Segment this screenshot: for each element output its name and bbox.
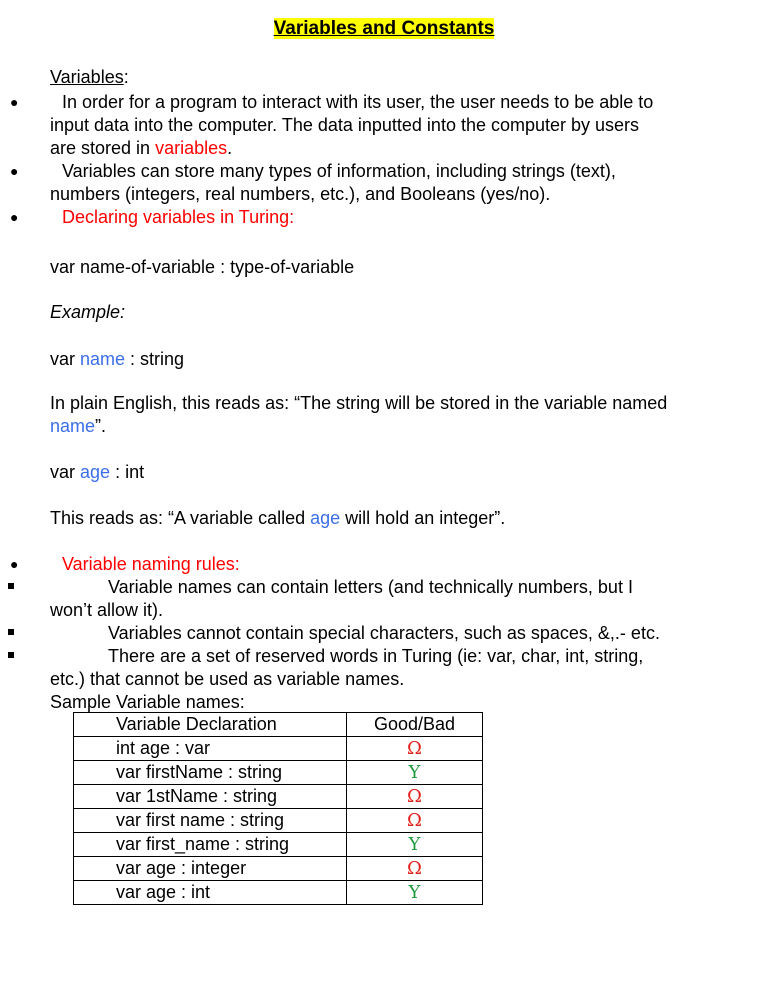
- square-bullet-icon: [8, 583, 14, 589]
- bullet-icon: ●: [10, 556, 19, 572]
- rule3-line2: etc.) that cannot be used as variable names.: [50, 669, 405, 689]
- variable-names-table: [73, 712, 483, 905]
- good-mark-icon: Y: [347, 833, 483, 857]
- bullet1-line1: In order for a program to interact with its user, the user needs to be able to: [62, 92, 654, 112]
- syntax-line: var name-of-variable : type-of-variable: [50, 257, 355, 277]
- rule2: Variables cannot contain special characters, such as spaces, &,.- etc.: [108, 623, 660, 643]
- bullet-icon: ●: [10, 163, 19, 179]
- decl-cell: var 1stName : string: [74, 785, 347, 809]
- bad-mark-icon: Ω: [347, 785, 483, 809]
- square-bullet-icon: [8, 652, 14, 658]
- plain-english-line2: name”.: [50, 416, 107, 436]
- decl-cell: var age : int: [74, 881, 347, 905]
- plain-english-age: This reads as: “A variable called age will hold an integer”.: [50, 508, 506, 528]
- plain-english-line1: In plain English, this reads as: “The string will be stored in the variable named: [50, 393, 668, 413]
- decl-cell: var first name : string: [74, 809, 347, 833]
- rule1-line2: won’t allow it).: [50, 600, 164, 620]
- bullet1-line2: input data into the computer. The data inputted into the computer by users: [50, 115, 640, 135]
- page-title: Variables and Constants: [273, 18, 495, 39]
- table-row: [74, 857, 483, 881]
- bullet1-line3: are stored in variables.: [50, 138, 233, 158]
- bullet3-declaring: Declaring variables in Turing:: [62, 207, 295, 227]
- example-age: var age : int: [50, 462, 145, 482]
- example-label: Example:: [50, 302, 126, 322]
- naming-rules-heading: Variable naming rules:: [62, 554, 240, 574]
- rule3-line1: There are a set of reserved words in Turing (ie: var, char, int, string,: [108, 646, 644, 666]
- table-row: [74, 833, 483, 857]
- decl-cell: int age : var: [74, 737, 347, 761]
- decl-cell: var age : integer: [74, 857, 347, 881]
- good-mark-icon: Y: [347, 881, 483, 905]
- sample-heading: Sample Variable names:: [50, 692, 245, 712]
- bad-mark-icon: Ω: [347, 809, 483, 833]
- example-name: var name : string: [50, 349, 185, 369]
- good-mark-icon: Y: [347, 761, 483, 785]
- square-bullet-icon: [8, 629, 14, 635]
- bullet2-line1: Variables can store many types of information, including strings (text),: [62, 161, 616, 181]
- variables-heading: Variables:: [50, 67, 129, 87]
- bullet-icon: ●: [10, 94, 19, 110]
- header-declaration: Variable Declaration: [74, 713, 347, 737]
- bullet2-line2: numbers (integers, real numbers, etc.), and Booleans (yes/no).: [50, 184, 551, 204]
- table-row: [74, 785, 483, 809]
- bad-mark-icon: Ω: [347, 737, 483, 761]
- decl-cell: var first_name : string: [74, 833, 347, 857]
- table-row: [74, 881, 483, 905]
- header-goodbad: Good/Bad: [347, 713, 483, 737]
- table-header-row: [74, 713, 483, 737]
- table-row: [74, 809, 483, 833]
- bad-mark-icon: Ω: [347, 857, 483, 881]
- decl-cell: var firstName : string: [74, 761, 347, 785]
- table-row: [74, 737, 483, 761]
- rule1-line1: Variable names can contain letters (and technically numbers, but I: [108, 577, 633, 597]
- table-row: [74, 761, 483, 785]
- bullet-icon: ●: [10, 209, 19, 225]
